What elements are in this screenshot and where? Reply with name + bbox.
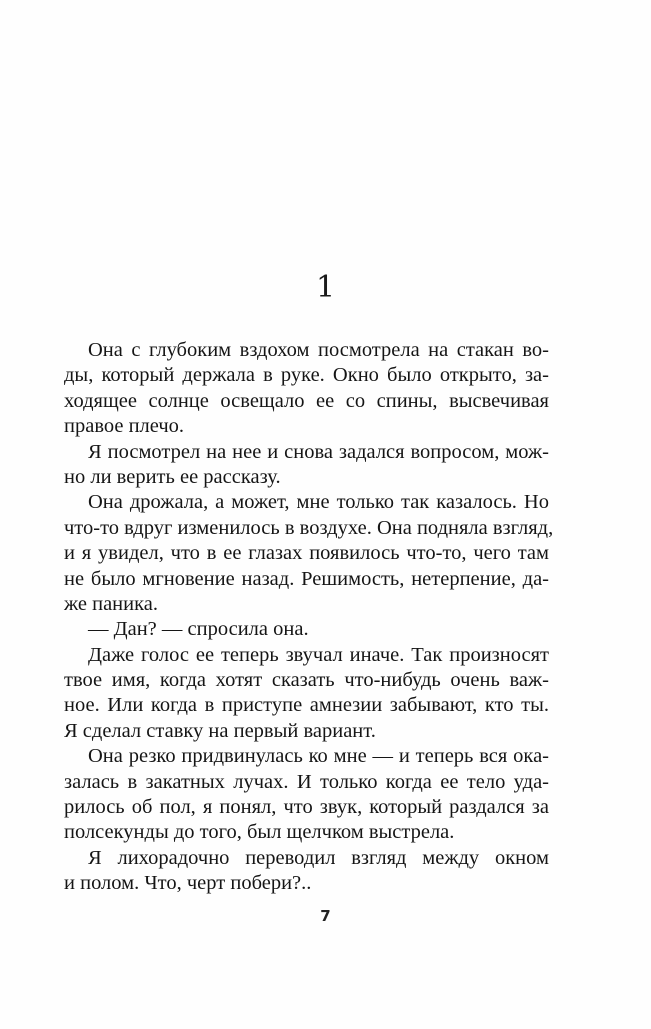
text-line: ное. Или когда в приступе амнезии забывают, кто ты. <box>64 694 549 717</box>
text-line: Я посмотрел на нее и снова задался вопросом, мож- <box>88 440 549 463</box>
text-line: и полом. Что, черт побери?.. <box>64 872 312 895</box>
text-line: — Дан? — спросила она. <box>88 618 309 641</box>
text-line: залась в закатных лучах. И только когда ее тело уда- <box>64 770 549 793</box>
paragraph <box>64 440 549 491</box>
text-line: Я сделал ставку на первый вариант. <box>64 719 376 742</box>
paragraph <box>64 744 549 846</box>
paragraph <box>64 643 549 745</box>
text-line: Она с глубоким вздохом посмотрела на стакан во- <box>88 339 549 361</box>
text-line: же паника. <box>64 592 159 615</box>
chapter-text <box>64 338 554 897</box>
paragraph <box>64 338 549 440</box>
text-line: ды, который держала в руке. Окно было открыто, за- <box>64 364 549 387</box>
text-line: что-то вдруг изменилось в воздухе. Она подняла взгляд, <box>64 516 554 539</box>
paragraph <box>64 617 549 642</box>
paragraph <box>64 490 554 617</box>
text-line: ходящее солнце освещало ее со спины, высвечивая <box>64 389 549 412</box>
text-line: Я лихорадочно переводил взгляд между окном <box>88 846 549 869</box>
text-line: правое плечо. <box>64 415 185 438</box>
text-line: рилось об пол, я понял, что звук, который раздался за <box>64 796 549 819</box>
text-line: твое имя, когда хотят сказать что-нибудь очень важ- <box>64 669 549 692</box>
paragraph <box>64 846 549 897</box>
text-line: полсекунды до того, был щелчком выстрела. <box>64 821 455 844</box>
text-line: и я увидел, что в ее глазах появилось что-то, чего там <box>64 542 549 565</box>
chapter-number: 1 <box>315 270 336 305</box>
text-line: Она дрожала, а может, мне только так казалось. Но <box>88 491 549 514</box>
text-line: Даже голос ее теперь звучал иначе. Так произносят <box>88 643 549 666</box>
text-line: Она резко придвинулась ко мне — и теперь вся ока- <box>88 745 549 768</box>
page-number: 7 <box>320 907 331 925</box>
text-line: но ли верить ее рассказу. <box>64 465 281 488</box>
text-line: не было мгновение назад. Решимость, нетерпение, да- <box>64 567 549 590</box>
